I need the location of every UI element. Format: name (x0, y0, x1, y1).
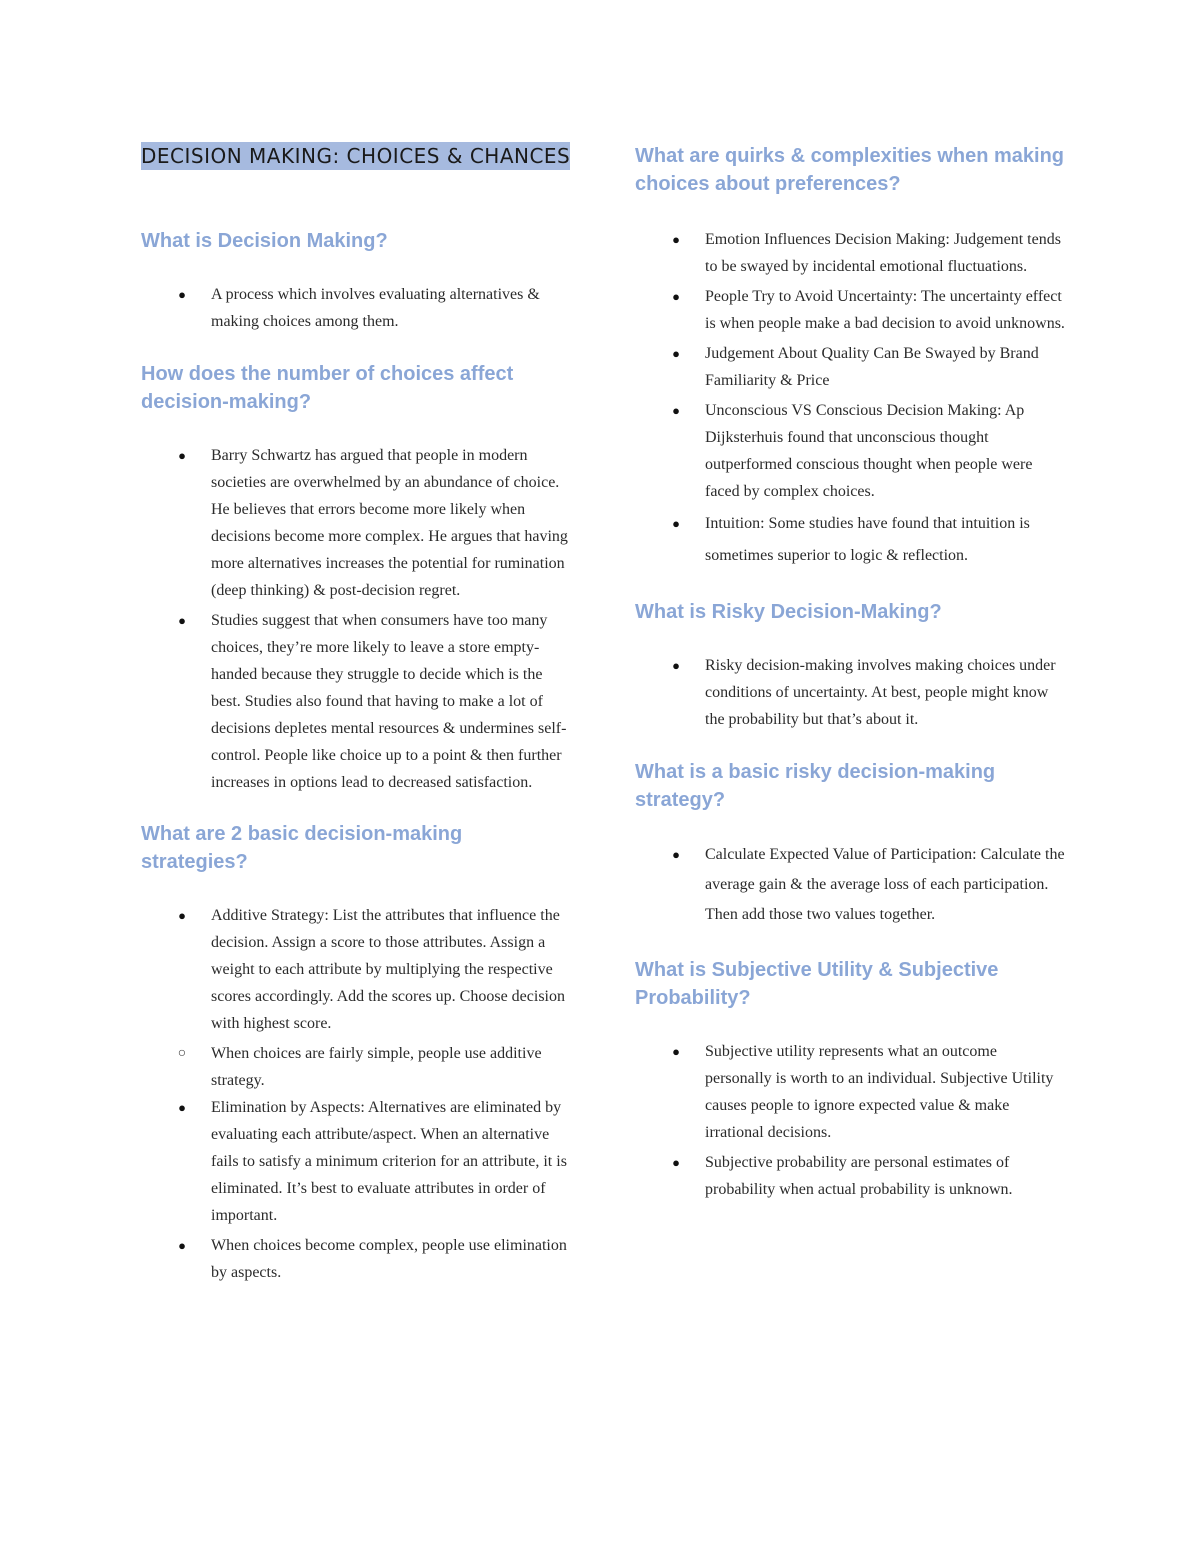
list-item-text: People Try to Avoid Uncertainty: The uncertainty effect is when people make a bad decision to avoid unknowns. (705, 288, 1065, 332)
bullet-disc-icon: ● (178, 1100, 186, 1115)
section-what-is-decision-making (141, 227, 571, 335)
section-risky-decision-making (635, 598, 1065, 733)
list-item (141, 281, 571, 335)
bullet-disc-icon: ● (672, 403, 680, 418)
document-title-highlight: DECISION MAKING: CHOICES & CHANCES (141, 144, 571, 168)
list-item (141, 1094, 571, 1229)
bullet-disc-icon: ● (672, 1155, 680, 1170)
list-item-text: Elimination by Aspects: Alternatives are eliminated by evaluating each attribute/aspect. When an alternative fails to satisfy a minimum criterion for an attribute, it is eliminated. It’s best to evaluate attributes in order of important. (211, 1099, 567, 1224)
section-basic-strategies (141, 820, 571, 1286)
bullet-disc-icon: ● (178, 448, 186, 463)
document-title (141, 142, 571, 171)
list-item-text: A process which involves evaluating alternatives & making choices among them. (211, 286, 540, 330)
list-item (635, 1038, 1065, 1146)
list-item (141, 607, 571, 796)
list-item-text: Subjective utility represents what an outcome personally is worth to an individual. Subjective Utility causes people to ignore expected value & make irrational decisions. (705, 1043, 1054, 1141)
left-column (141, 140, 571, 1289)
list-item (141, 902, 571, 1037)
bullet-list (635, 1038, 1065, 1203)
section-subjective-utility (635, 956, 1065, 1203)
bullet-circle-icon: ○ (177, 1046, 187, 1061)
list-item (635, 340, 1065, 394)
list-item-text: Emotion Influences Decision Making: Judgement tends to be swayed by incidental emotional fluctuations. (705, 231, 1061, 275)
section-number-of-choices (141, 360, 571, 796)
bullet-disc-icon: ● (178, 908, 186, 923)
section-heading: How does the number of choices affect decision-making? (141, 363, 514, 413)
list-item-text: Judgement About Quality Can Be Swayed by Brand Familiarity & Price (705, 345, 1039, 389)
list-item-text: When choices are fairly simple, people use additive strategy. (211, 1045, 542, 1089)
section-heading: What is Decision Making? (141, 230, 388, 252)
bullet-disc-icon: ● (178, 1238, 186, 1253)
bullet-disc-icon: ● (672, 847, 680, 862)
bullet-disc-icon: ● (178, 613, 186, 628)
list-item-text: Barry Schwartz has argued that people in modern societies are overwhelmed by an abundance of choice. He believes that errors become more likely when decisions become more complex. He argues that having more alternatives increases the potential for rumination (deep thinking) & post-decision regret. (211, 447, 568, 599)
list-item (635, 652, 1065, 733)
list-item (141, 1232, 571, 1286)
bullet-list (141, 442, 571, 796)
list-item-text: Unconscious VS Conscious Decision Making: Ap Dijksterhuis found that unconscious thought outperformed conscious thought when people were faced by complex choices. (705, 402, 1033, 500)
bullet-list (141, 902, 571, 1286)
list-item-text: Calculate Expected Value of Participation: Calculate the average gain & the average loss of each participation. Then add those two values together. (705, 846, 1065, 923)
bullet-disc-icon: ● (672, 289, 680, 304)
list-item (141, 442, 571, 604)
section-risky-strategy (635, 758, 1065, 930)
list-item-text: Risky decision-making involves making choices under conditions of uncertainty. At best, people might know the probability but that’s about it. (705, 657, 1056, 728)
list-item-text: Intuition: Some studies have found that intuition is sometimes superior to logic & reflection. (705, 515, 1030, 564)
section-quirks-complexities (635, 142, 1065, 572)
section-heading: What are quirks & complexities when making choices about preferences? (635, 145, 1065, 195)
section-heading: What is Risky Decision-Making? (635, 601, 942, 623)
list-item (635, 397, 1065, 505)
list-item (141, 1040, 571, 1094)
list-item-text: Studies suggest that when consumers have too many choices, they’re more likely to leave a store empty-handed because they struggle to decide which is the best. Studies also found that having to make a lot of decisions depletes mental resources & undermines self-control. People like choice up to a point & then further increases in options lead to decreased satisfaction. (211, 612, 567, 791)
list-item (635, 508, 1065, 572)
bullet-list (635, 652, 1065, 733)
list-item (635, 226, 1065, 280)
list-item-text: Subjective probability are personal estimates of probability when actual probability is unknown. (705, 1154, 1013, 1198)
bullet-list (635, 840, 1065, 930)
bullet-list (141, 281, 571, 335)
list-item (635, 840, 1065, 930)
list-item (635, 1149, 1065, 1203)
section-heading: What is Subjective Utility & Subjective Probability? (635, 959, 999, 1009)
list-item (635, 283, 1065, 337)
list-item-text: Additive Strategy: List the attributes that influence the decision. Assign a score to those attributes. Assign a weight to each attribute by multiplying the respective scores accordingly. Add the scores up. Choose decision with highest score. (211, 907, 565, 1032)
bullet-disc-icon: ● (672, 1044, 680, 1059)
bullet-disc-icon: ● (672, 658, 680, 673)
bullet-disc-icon: ● (672, 516, 680, 531)
section-heading: What is a basic risky decision-making strategy? (635, 761, 996, 811)
section-heading: What are 2 basic decision-making strategies? (141, 823, 463, 873)
list-item-text: When choices become complex, people use elimination by aspects. (211, 1237, 567, 1281)
bullet-disc-icon: ● (178, 287, 186, 302)
right-column (635, 140, 1065, 1206)
bullet-list (635, 226, 1065, 572)
bullet-disc-icon: ● (672, 346, 680, 361)
bullet-disc-icon: ● (672, 232, 680, 247)
